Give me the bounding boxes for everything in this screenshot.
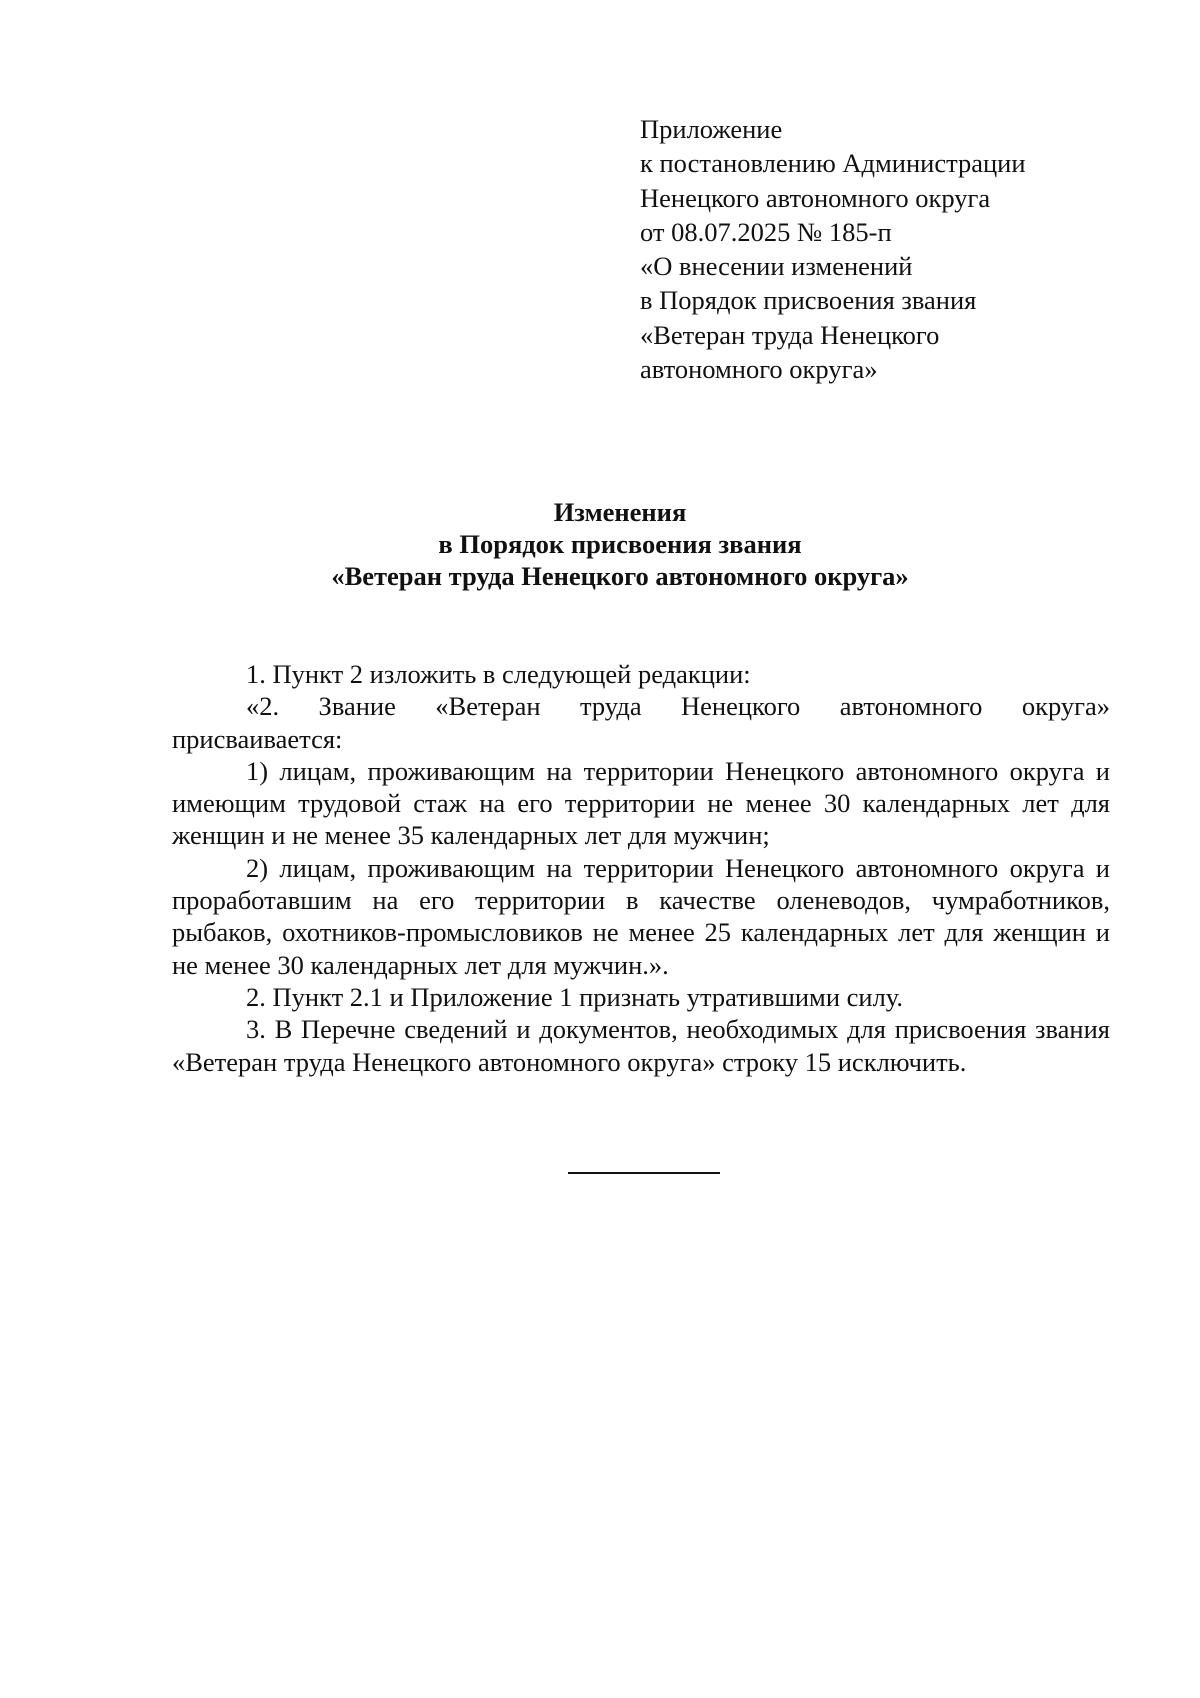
paragraph-quote-start: «2. Звание «Ветеран труда Ненецкого автономного округа» — [246, 691, 1110, 722]
paragraph-item-1: 1. Пункт 2 изложить в следующей редакции: — [246, 659, 751, 689]
appendix-line: «О внесении изменений — [640, 251, 913, 282]
appendix-header — [640, 112, 1160, 386]
appendix-line: в Порядок присвоения звания — [640, 285, 977, 316]
paragraph-subitem-1: 1) лицам, проживающим на территории Ненецкого автономного округа и имеющим трудовой стаж на его территории не менее 30 календарных лет для женщин и не менее 35 календарных лет для мужчин; — [172, 755, 1110, 851]
title-line: Изменения — [553, 497, 687, 527]
title-line: в Порядок присвоения звания — [438, 529, 802, 559]
document-body — [172, 658, 1110, 1078]
paragraph-quote-continuation: присваивается: — [172, 723, 343, 754]
document-title — [200, 496, 1040, 592]
appendix-line: от 08.07.2025 № 185-п — [640, 216, 892, 247]
appendix-line: Ненецкого автономного округа — [640, 182, 991, 213]
appendix-line: автономного округа» — [640, 354, 878, 385]
paragraph-subitem-2: 2) лицам, проживающим на территории Ненецкого автономного округа и проработавшим на его территории в качестве оленеводов, чумработников, рыбаков, охотников-промысловиков не менее 25 календарных лет для женщин и не менее 30 календарных лет для мужчин.». — [172, 852, 1110, 980]
title-line: «Ветеран труда Ненецкого автономного округа» — [331, 561, 909, 591]
appendix-line: к постановлению Администрации — [640, 148, 1026, 179]
paragraph-item-3: 3. В Перечне сведений и документов, необходимых для присвоения звания «Ветеран труда Ненецкого автономного округа» строку 15 исключить. — [172, 1014, 1110, 1077]
appendix-line: Приложение — [640, 114, 783, 144]
paragraph-item-2: 2. Пункт 2.1 и Приложение 1 признать утратившими силу. — [246, 981, 904, 1012]
end-divider — [568, 1172, 720, 1174]
appendix-line: «Ветеран труда Ненецкого — [640, 319, 940, 350]
